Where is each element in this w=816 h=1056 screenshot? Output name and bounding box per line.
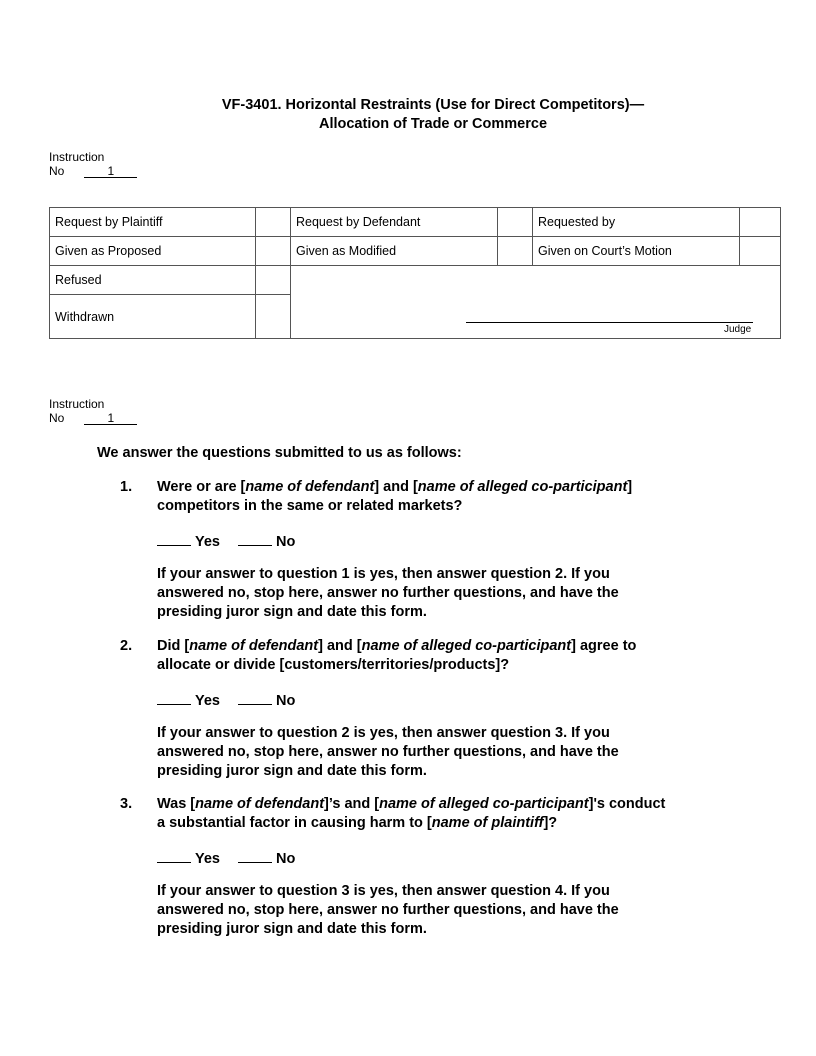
question-segment: ] and [ xyxy=(318,638,362,654)
instruction-number[interactable]: 1 xyxy=(84,412,137,425)
yes-blank[interactable] xyxy=(157,848,191,863)
no-blank[interactable] xyxy=(238,531,272,546)
instruction-line: presiding juror sign and date this form. xyxy=(157,921,427,937)
question-segment: Were or are [ xyxy=(157,479,246,495)
yes-label: Yes xyxy=(195,693,220,709)
instruction-line: If your answer to question 2 is yes, then answer question 3. If you xyxy=(157,725,610,741)
question-instruction xyxy=(157,882,737,939)
given-as-modified-box[interactable] xyxy=(498,237,533,266)
judge-signature-area[interactable] xyxy=(291,266,781,339)
intro-text: We answer the questions submitted to us as follows: xyxy=(97,445,462,461)
withdrawn-label: Withdrawn xyxy=(50,295,256,339)
instruction-number-block-2 xyxy=(49,397,137,425)
question-instruction xyxy=(157,724,737,781)
disposition-table xyxy=(49,207,781,339)
instruction-line: presiding juror sign and date this form. xyxy=(157,763,427,779)
refused-label: Refused xyxy=(50,266,256,295)
placeholder-text: name of alleged co-participant xyxy=(379,796,589,812)
question-segment: Did [ xyxy=(157,638,190,654)
question-number: 1. xyxy=(120,479,133,495)
request-by-defendant-label: Request by Defendant xyxy=(291,208,498,237)
question-text xyxy=(157,637,737,675)
yes-blank[interactable] xyxy=(157,531,191,546)
question-segment: ]’s and [ xyxy=(324,796,380,812)
judge-signature-line[interactable] xyxy=(466,322,753,323)
question-line xyxy=(157,637,737,656)
question-line xyxy=(157,497,737,516)
yes-no-answer xyxy=(157,690,737,711)
no-label: No xyxy=(276,534,296,550)
no-blank[interactable] xyxy=(238,848,272,863)
instruction-line: answered no, stop here, answer no further questions, and have the xyxy=(157,902,619,918)
title-line-2: Allocation of Trade or Commerce xyxy=(318,116,548,132)
instruction-line: answered no, stop here, answer no further questions, and have the xyxy=(157,585,619,601)
instruction-line: presiding juror sign and date this form. xyxy=(157,604,427,620)
yes-blank[interactable] xyxy=(157,690,191,705)
title-line-1: VF-3401. Horizontal Restraints (Use for Direct Competitors)— xyxy=(221,97,645,113)
question-segment: competitors in the same or related markets? xyxy=(157,498,463,514)
given-as-modified-label: Given as Modified xyxy=(291,237,498,266)
withdrawn-box[interactable] xyxy=(256,295,291,339)
question-segment: a substantial factor in causing harm to [ xyxy=(157,815,432,831)
instruction-line: If your answer to question 3 is yes, then answer question 4. If you xyxy=(157,883,610,899)
instruction-number[interactable]: 1 xyxy=(84,165,137,178)
yes-label: Yes xyxy=(195,851,220,867)
question-line xyxy=(157,478,737,497)
question-segment: ]? xyxy=(543,815,558,831)
instruction-line: answered no, stop here, answer no further questions, and have the xyxy=(157,744,619,760)
question-line xyxy=(157,795,737,814)
given-as-proposed-label: Given as Proposed xyxy=(50,237,256,266)
request-by-defendant-box[interactable] xyxy=(498,208,533,237)
yes-no-answer xyxy=(157,531,737,552)
judge-label: Judge xyxy=(724,324,752,335)
no-label: No xyxy=(49,164,65,178)
question-segment: ] xyxy=(627,479,633,495)
question-number: 2. xyxy=(120,638,133,654)
question-text xyxy=(157,795,737,833)
question-segment: ] and [ xyxy=(374,479,418,495)
question-line xyxy=(157,656,737,675)
placeholder-text: name of defendant xyxy=(245,479,375,495)
placeholder-text: name of defendant xyxy=(195,796,325,812)
instruction-label: Instruction xyxy=(49,150,105,164)
placeholder-text: name of defendant xyxy=(189,638,319,654)
no-label: No xyxy=(276,851,296,867)
instruction-line: If your answer to question 1 is yes, then answer question 2. If you xyxy=(157,566,610,582)
question-segment: Was [ xyxy=(157,796,196,812)
question-segment: ] agree to xyxy=(571,638,637,654)
yes-label: Yes xyxy=(195,534,220,550)
instruction-number-block xyxy=(49,150,137,178)
no-label: No xyxy=(49,411,65,425)
request-by-plaintiff-label: Request by Plaintiff xyxy=(50,208,256,237)
refused-box[interactable] xyxy=(256,266,291,295)
form-title xyxy=(0,96,816,134)
no-blank[interactable] xyxy=(238,690,272,705)
question-segment: ]'s conduct xyxy=(588,796,666,812)
yes-no-answer xyxy=(157,848,737,869)
requested-by-label: Requested by xyxy=(533,208,740,237)
given-on-courts-motion-label: Given on Court’s Motion xyxy=(533,237,740,266)
question-line xyxy=(157,814,737,833)
request-by-plaintiff-box[interactable] xyxy=(256,208,291,237)
requested-by-box[interactable] xyxy=(740,208,781,237)
question-segment: allocate or divide [customers/territories/products]? xyxy=(157,657,510,673)
question-text xyxy=(157,478,737,516)
instruction-label: Instruction xyxy=(49,397,105,411)
no-label: No xyxy=(276,693,296,709)
question-number: 3. xyxy=(120,796,133,812)
placeholder-text: name of alleged co-participant xyxy=(361,638,572,654)
given-on-courts-motion-box[interactable] xyxy=(740,237,781,266)
question-instruction xyxy=(157,565,737,622)
given-as-proposed-box[interactable] xyxy=(256,237,291,266)
placeholder-text: name of alleged co-participant xyxy=(417,479,628,495)
placeholder-text: name of plaintiff xyxy=(431,815,544,831)
